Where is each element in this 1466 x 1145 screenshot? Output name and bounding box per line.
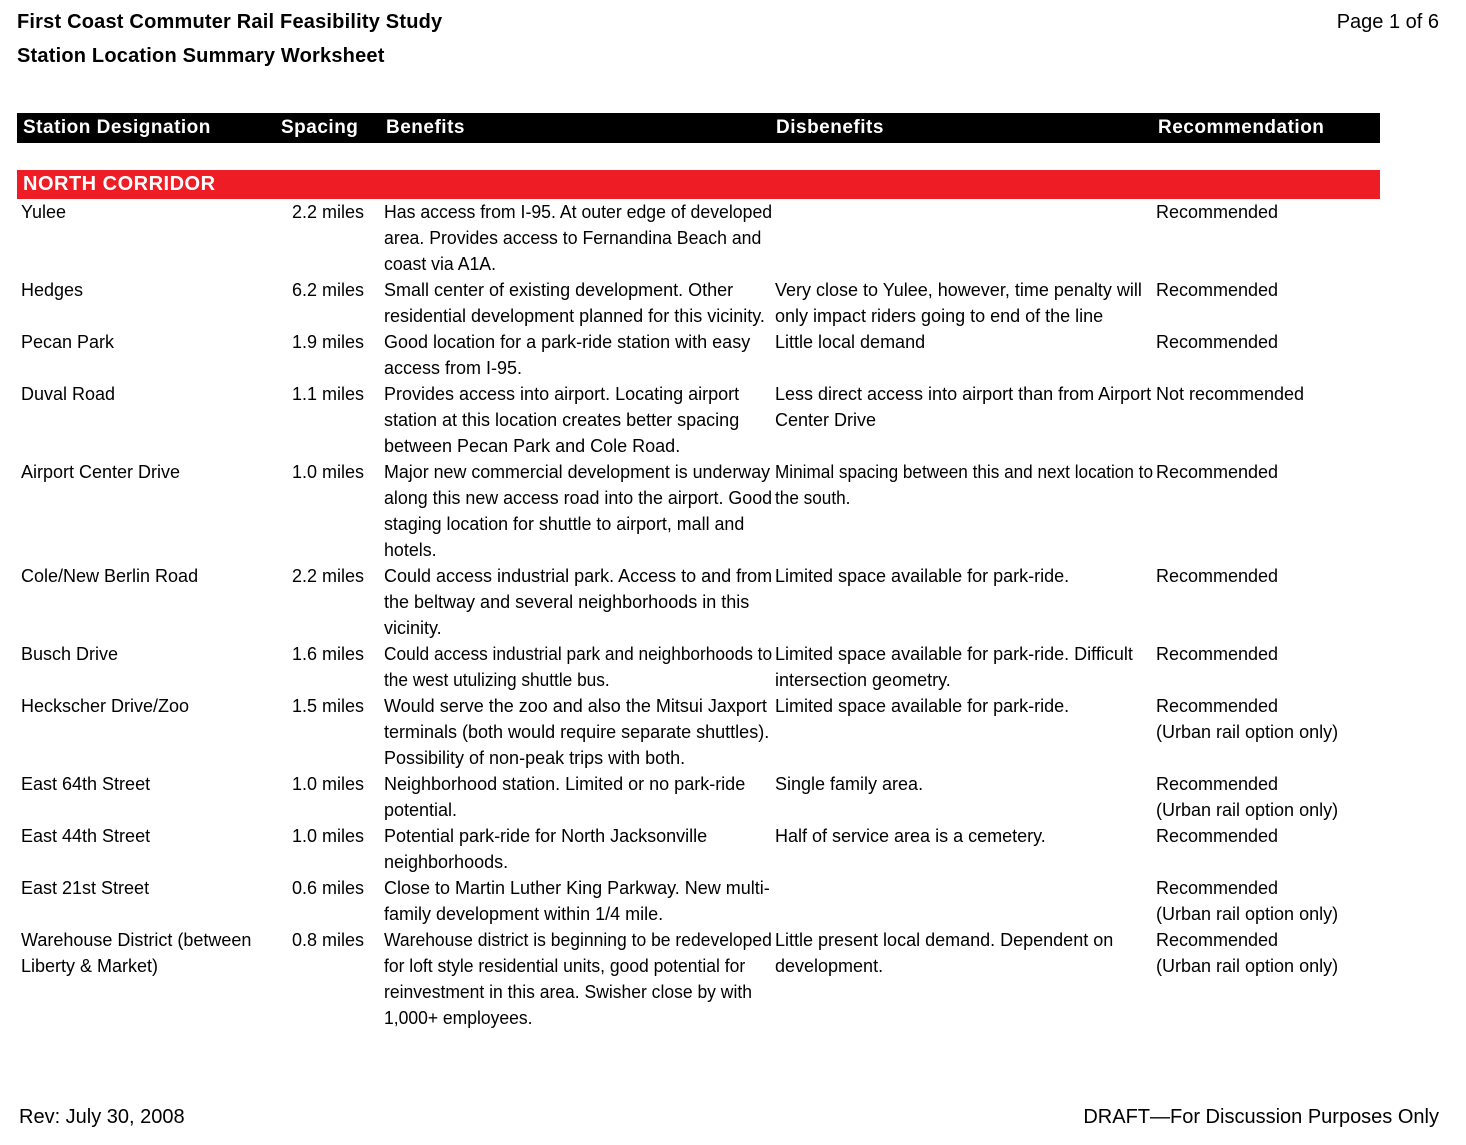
station-disbenefits-line: Little local demand — [775, 332, 926, 352]
station-spacing — [292, 927, 382, 953]
station-benefits-line: between Pecan Park and Cole Road. — [384, 436, 681, 456]
station-disbenefits — [775, 459, 1154, 511]
table-row — [0, 329, 1466, 381]
station-recommendation-line: Recommended — [1156, 462, 1279, 482]
station-disbenefits-line: the south. — [775, 488, 851, 508]
station-name-line: Cole/New Berlin Road — [21, 566, 199, 586]
station-benefits-line: family development within 1/4 mile. — [384, 904, 664, 924]
station-disbenefits-line: Center Drive — [775, 410, 877, 430]
station-benefits-line: for loft style residential units, good potential for — [384, 956, 746, 976]
station-spacing-line: 2.2 miles — [292, 566, 365, 586]
station-recommendation-line: Not recommended — [1156, 384, 1305, 404]
station-disbenefits — [775, 329, 1153, 355]
station-disbenefits-line: Single family area. — [775, 774, 924, 794]
station-spacing-line: 1.0 miles — [292, 774, 365, 794]
station-recommendation-line: Recommended — [1156, 774, 1279, 794]
station-name — [21, 277, 271, 303]
station-recommendation-line: Recommended — [1156, 696, 1279, 716]
station-spacing — [292, 641, 382, 667]
document-subtitle: Station Location Summary Worksheet — [17, 45, 385, 67]
station-benefits-line: Warehouse district is beginning to be redeveloped — [384, 930, 772, 950]
station-benefits-line: Could access industrial park and neighborhoods to — [384, 644, 773, 664]
page-number: Page 1 of 6 — [1336, 11, 1439, 33]
station-spacing — [292, 381, 382, 407]
station-name-line: Heckscher Drive/Zoo — [21, 696, 190, 716]
station-recommendation — [1156, 381, 1456, 407]
station-benefits — [384, 875, 772, 927]
station-benefits — [384, 381, 772, 459]
station-disbenefits-line: Minimal spacing between this and next location to — [775, 462, 1154, 482]
station-benefits — [384, 563, 772, 641]
station-benefits-line: Close to Martin Luther King Parkway. New multi- — [384, 878, 770, 898]
station-benefits-line: coast via A1A. — [384, 254, 497, 274]
station-recommendation-line: Recommended — [1156, 878, 1279, 898]
station-benefits-line: along this new access road into the airport. Good — [384, 488, 773, 508]
draft-notice: DRAFT—For Discussion Purposes Only — [1083, 1106, 1439, 1128]
station-disbenefits-line: Half of service area is a cemetery. — [775, 826, 1046, 846]
column-header-recommendation: Recommendation — [1158, 117, 1325, 138]
table-row — [0, 563, 1466, 641]
station-benefits-line: Good location for a park-ride station with easy — [384, 332, 751, 352]
table-row — [0, 927, 1466, 1031]
station-benefits-line: Potential park-ride for North Jacksonville — [384, 826, 708, 846]
station-disbenefits-line: intersection geometry. — [775, 670, 951, 690]
station-recommendation — [1156, 823, 1456, 849]
station-benefits — [384, 693, 772, 771]
station-name — [21, 381, 271, 407]
station-benefits-line: 1,000+ employees. — [384, 1008, 533, 1028]
station-recommendation-line: Recommended — [1156, 332, 1279, 352]
revision-date: Rev: July 30, 2008 — [19, 1106, 185, 1128]
station-recommendation-line: Recommended — [1156, 280, 1279, 300]
station-benefits-line: neighborhoods. — [384, 852, 509, 872]
station-benefits-line: reinvestment in this area. Swisher close by with — [384, 982, 752, 1002]
station-spacing-line: 1.9 miles — [292, 332, 365, 352]
station-benefits-line: area. Provides access to Fernandina Beach and — [384, 228, 762, 248]
station-name-line: Duval Road — [21, 384, 116, 404]
station-name-line: Warehouse District (between — [21, 930, 252, 950]
station-spacing — [292, 823, 382, 849]
station-spacing — [292, 459, 382, 485]
document-title: First Coast Commuter Rail Feasibility Study — [17, 11, 443, 33]
station-disbenefits — [775, 823, 1153, 849]
station-name-line: East 21st Street — [21, 878, 150, 898]
station-recommendation — [1156, 459, 1456, 485]
station-spacing-line: 1.6 miles — [292, 644, 365, 664]
column-header-spacing: Spacing — [281, 117, 359, 138]
table-row — [0, 277, 1466, 329]
station-name — [21, 927, 271, 979]
station-spacing — [292, 199, 382, 225]
station-recommendation — [1156, 329, 1456, 355]
station-recommendation-line: Recommended — [1156, 566, 1279, 586]
station-spacing — [292, 693, 382, 719]
station-benefits-line: Possibility of non-peak trips with both. — [384, 748, 686, 768]
station-spacing-line: 1.1 miles — [292, 384, 365, 404]
station-spacing-line: 6.2 miles — [292, 280, 365, 300]
table-row — [0, 875, 1466, 927]
station-recommendation-line: Recommended — [1156, 644, 1279, 664]
station-name — [21, 771, 271, 797]
station-benefits-line: Has access from I-95. At outer edge of developed — [384, 202, 773, 222]
station-name — [21, 563, 271, 589]
station-disbenefits — [775, 381, 1153, 433]
station-disbenefits — [775, 641, 1153, 693]
station-disbenefits-line: Limited space available for park-ride. Difficult — [775, 644, 1133, 664]
station-benefits-line: potential. — [384, 800, 458, 820]
table-header — [17, 113, 1380, 143]
station-name-line: East 44th Street — [21, 826, 151, 846]
station-name-line: Liberty & Market) — [21, 956, 159, 976]
station-name — [21, 641, 271, 667]
section-title: NORTH CORRIDOR — [23, 173, 216, 195]
table-row — [0, 771, 1466, 823]
station-disbenefits-line: Less direct access into airport than from Airport — [775, 384, 1152, 404]
station-benefits-line: access from I-95. — [384, 358, 523, 378]
station-name-line: East 64th Street — [21, 774, 151, 794]
station-recommendation-line: Recommended — [1156, 826, 1279, 846]
station-recommendation-line: Recommended — [1156, 930, 1279, 950]
station-benefits-line: Would serve the zoo and also the Mitsui Jaxport — [384, 696, 767, 716]
station-benefits-line: Major new commercial development is underway — [384, 462, 771, 482]
station-benefits — [384, 927, 772, 1031]
station-benefits — [384, 823, 772, 875]
station-recommendation — [1156, 641, 1456, 667]
station-benefits-line: residential development planned for this vicinity. — [384, 306, 765, 326]
station-benefits-line: station at this location creates better spacing — [384, 410, 740, 430]
station-benefits-line: the beltway and several neighborhoods in this — [384, 592, 750, 612]
station-disbenefits-line: Very close to Yulee, however, time penalty will — [775, 280, 1142, 300]
table-row — [0, 641, 1466, 693]
station-benefits-line: Provides access into airport. Locating airport — [384, 384, 740, 404]
table-row — [0, 199, 1466, 277]
station-recommendation-line: (Urban rail option only) — [1156, 800, 1339, 820]
station-disbenefits-line: Limited space available for park-ride. — [775, 696, 1070, 716]
station-recommendation-line: (Urban rail option only) — [1156, 956, 1339, 976]
station-disbenefits-line: Limited space available for park-ride. — [775, 566, 1070, 586]
station-spacing-line: 1.5 miles — [292, 696, 365, 716]
station-name — [21, 823, 271, 849]
table-row — [0, 693, 1466, 771]
station-benefits — [384, 329, 772, 381]
station-disbenefits-line: only impact riders going to end of the line — [775, 306, 1104, 326]
station-spacing-line: 0.8 miles — [292, 930, 365, 950]
station-benefits — [384, 277, 772, 329]
station-disbenefits-line: Little present local demand. Dependent on — [775, 930, 1114, 950]
station-disbenefits-line: development. — [775, 956, 884, 976]
station-spacing-line: 2.2 miles — [292, 202, 365, 222]
station-benefits-line: Small center of existing development. Other — [384, 280, 734, 300]
station-name — [21, 875, 271, 901]
station-benefits-line: terminals (both would require separate shuttles). — [384, 722, 770, 742]
table-row — [0, 823, 1466, 875]
station-recommendation — [1156, 875, 1456, 927]
station-benefits-line: the west utulizing shuttle bus. — [384, 670, 610, 690]
station-recommendation — [1156, 927, 1456, 979]
station-recommendation — [1156, 563, 1456, 589]
station-spacing — [292, 277, 382, 303]
station-benefits-line: hotels. — [384, 540, 437, 560]
station-recommendation-line: Recommended — [1156, 202, 1279, 222]
station-spacing — [292, 329, 382, 355]
station-name — [21, 199, 271, 225]
station-benefits — [384, 199, 773, 277]
station-name-line: Busch Drive — [21, 644, 119, 664]
table-row — [0, 459, 1466, 563]
station-disbenefits — [775, 277, 1153, 329]
station-spacing-line: 1.0 miles — [292, 462, 365, 482]
station-benefits — [384, 771, 772, 823]
station-recommendation — [1156, 771, 1456, 823]
station-disbenefits — [775, 693, 1153, 719]
column-header-disbenefits: Disbenefits — [776, 117, 884, 138]
station-spacing — [292, 875, 382, 901]
station-name-line: Airport Center Drive — [21, 462, 181, 482]
column-header-station: Station Designation — [23, 117, 211, 138]
station-spacing-line: 1.0 miles — [292, 826, 365, 846]
station-spacing-line: 0.6 miles — [292, 878, 365, 898]
station-recommendation — [1156, 693, 1456, 745]
station-name-line: Pecan Park — [21, 332, 115, 352]
table-row — [0, 381, 1466, 459]
station-spacing — [292, 563, 382, 589]
station-name — [21, 693, 271, 719]
section-header — [17, 170, 1380, 199]
station-benefits-line: vicinity. — [384, 618, 442, 638]
station-recommendation-line: (Urban rail option only) — [1156, 722, 1339, 742]
station-benefits — [384, 459, 773, 563]
station-name-line: Hedges — [21, 280, 84, 300]
station-benefits-line: Could access industrial park. Access to and from — [384, 566, 773, 586]
station-name — [21, 459, 271, 485]
station-name — [21, 329, 271, 355]
station-recommendation — [1156, 199, 1456, 225]
station-disbenefits — [775, 563, 1153, 589]
column-header-benefits: Benefits — [386, 117, 465, 138]
station-spacing — [292, 771, 382, 797]
station-recommendation — [1156, 277, 1456, 303]
station-disbenefits — [775, 771, 1153, 797]
station-recommendation-line: (Urban rail option only) — [1156, 904, 1339, 924]
station-table-body — [0, 199, 1466, 1031]
station-disbenefits — [775, 927, 1153, 979]
station-name-line: Yulee — [21, 202, 67, 222]
station-benefits — [384, 641, 773, 693]
station-benefits-line: Neighborhood station. Limited or no park-ride — [384, 774, 746, 794]
station-benefits-line: staging location for shuttle to airport, mall and — [384, 514, 745, 534]
